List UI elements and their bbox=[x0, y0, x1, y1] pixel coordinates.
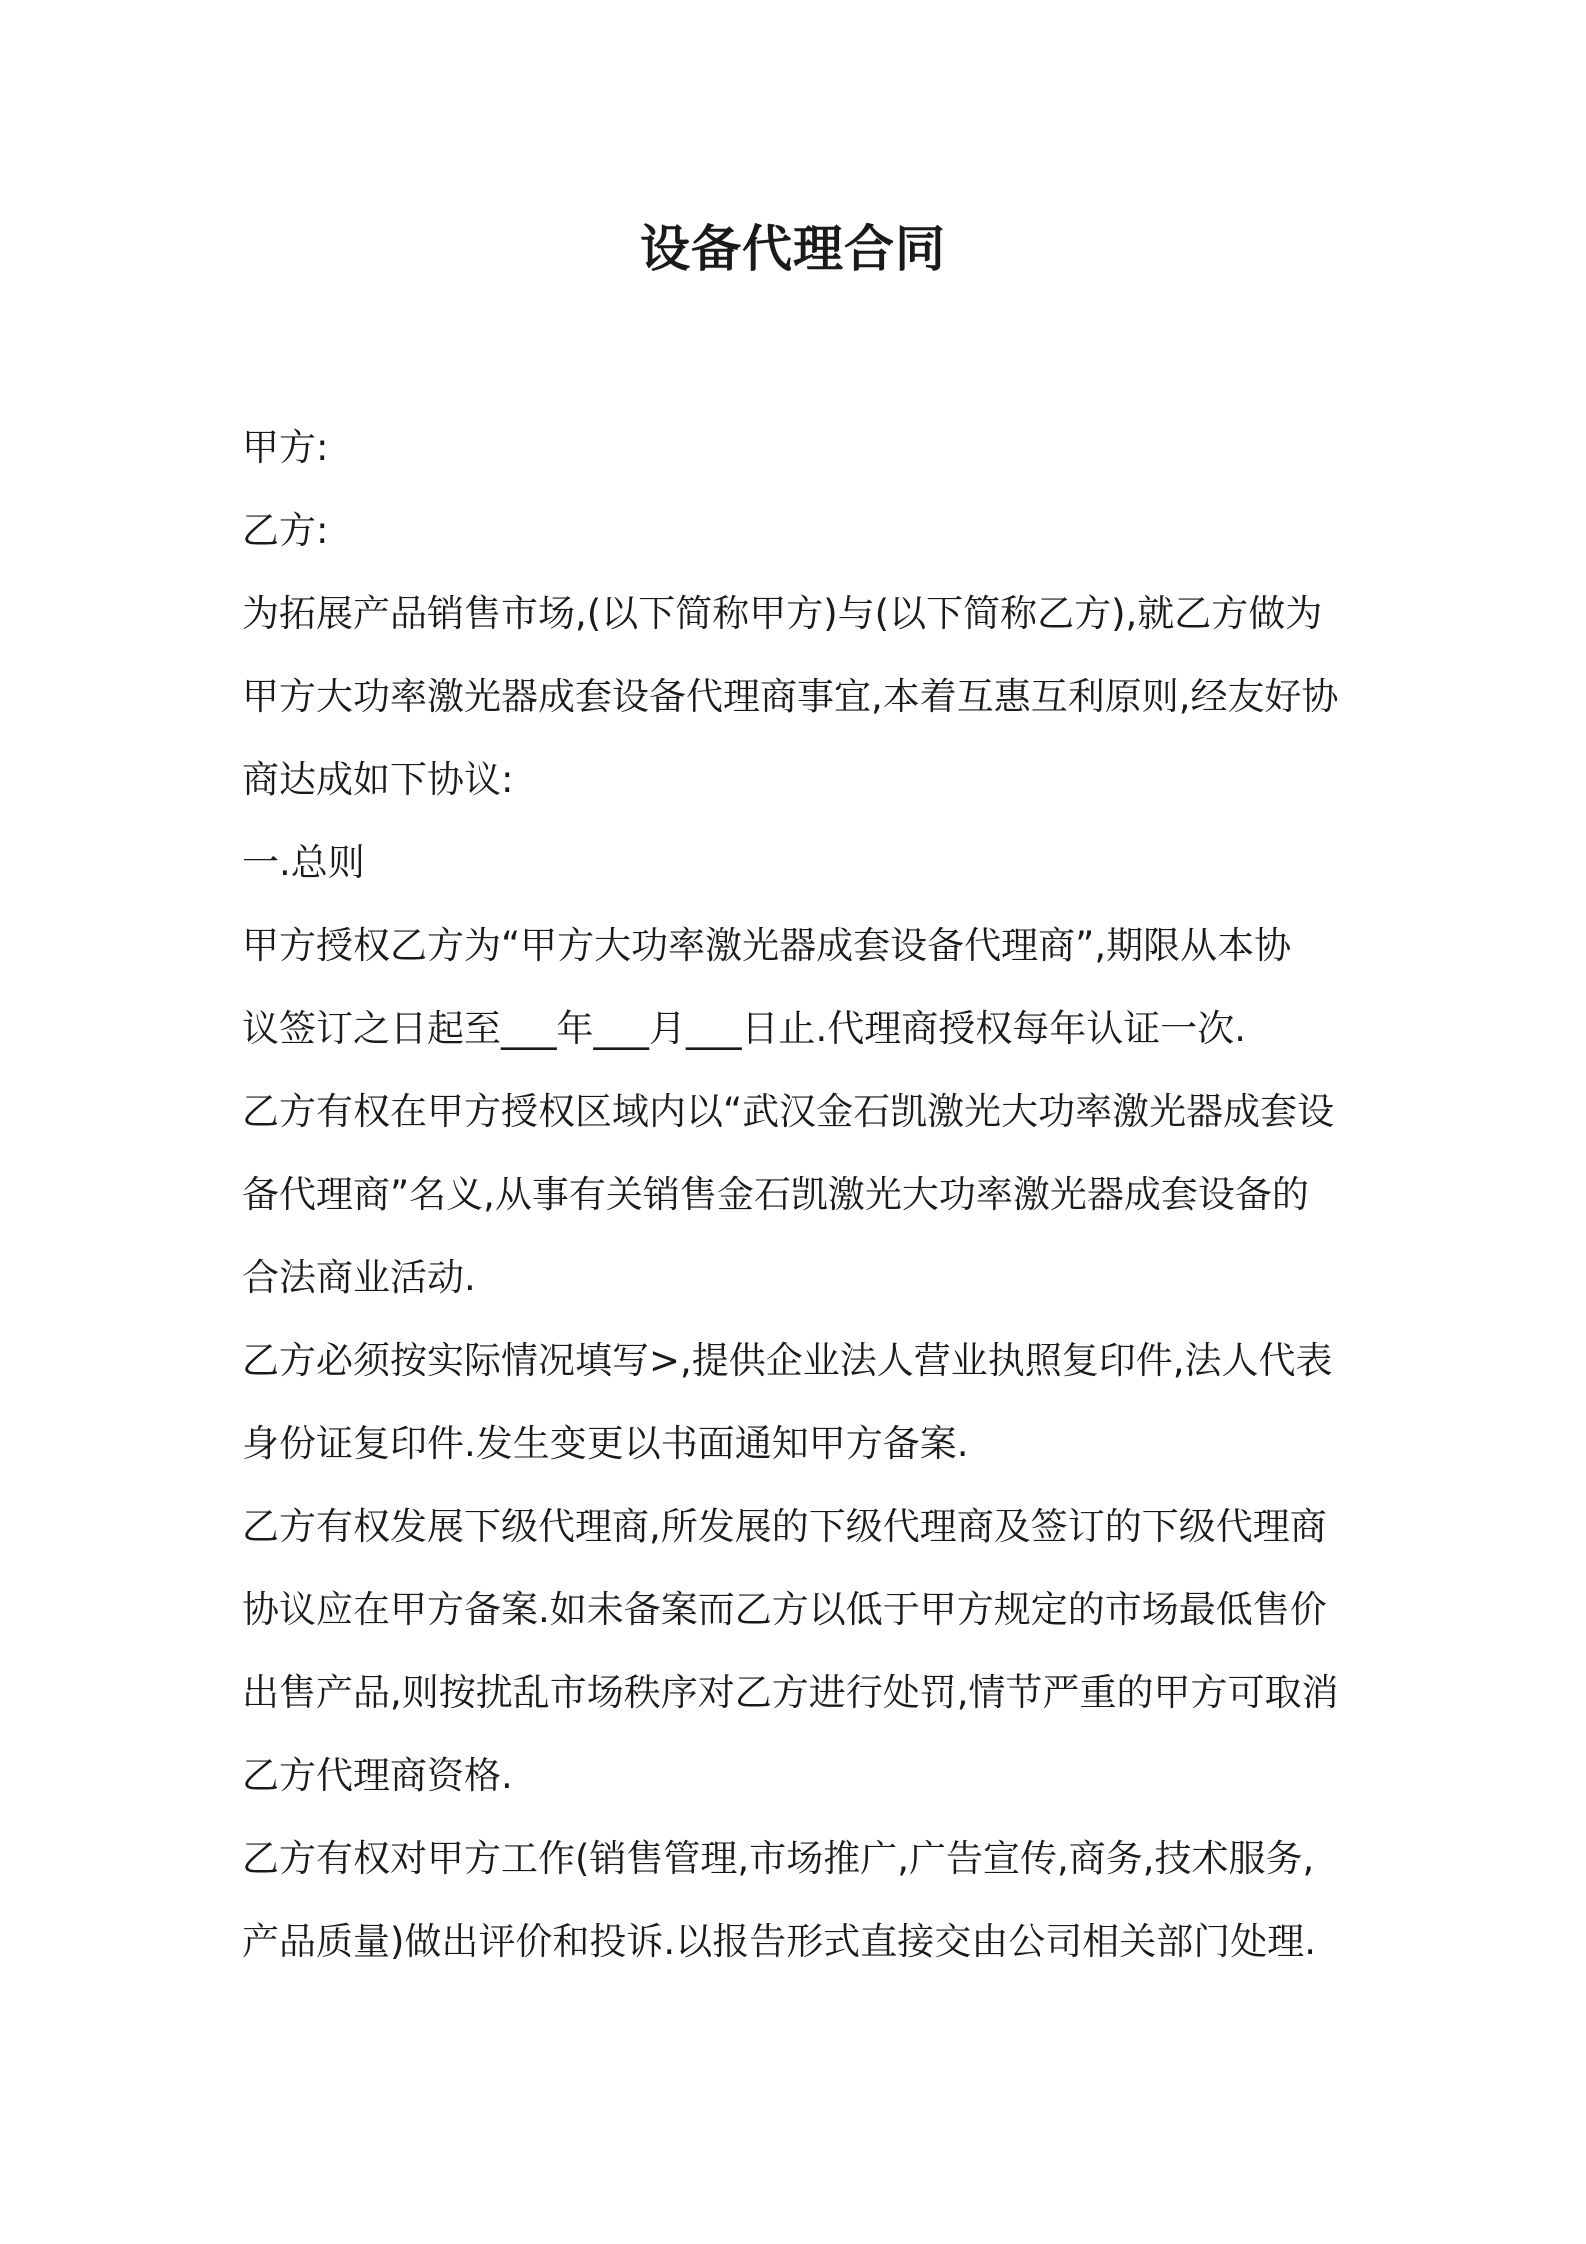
clause-line: 乙方代理商资格. bbox=[242, 1754, 513, 1797]
clause-line: 乙方必须按实际情况填写>,提供企业法人营业执照复印件,法人代表 bbox=[242, 1339, 1333, 1382]
section-heading: 一.总则 bbox=[242, 841, 365, 884]
clause-line: 乙方有权在甲方授权区域内以“武汉金石凯激光大功率激光器成套设 bbox=[242, 1090, 1335, 1133]
clause-line: 乙方有权对甲方工作(销售管理,市场推广,广告宣传,商务,技术服务, bbox=[242, 1837, 1315, 1880]
clause-line: 产品质量)做出评价和投诉.以报告形式直接交由公司相关部门处理. bbox=[242, 1920, 1316, 1963]
clause-line: 乙方有权发展下级代理商,所发展的下级代理商及签订的下级代理商 bbox=[242, 1505, 1327, 1548]
clause-line: 甲方授权乙方为“甲方大功率激光器成套设备代理商”,期限从本协 bbox=[242, 924, 1292, 967]
clause-line: 协议应在甲方备案.如未备案而乙方以低于甲方规定的市场最低售价 bbox=[242, 1588, 1327, 1631]
preamble-line: 甲方大功率激光器成套设备代理商事宜,本着互惠互利原则,经友好协 bbox=[242, 675, 1339, 718]
clause-line: 议签订之日起至___年___月___日止.代理商授权每年认证一次. bbox=[242, 1007, 1247, 1050]
clause-line: 出售产品,则按扰乱市场秩序对乙方进行处罚,情节严重的甲方可取消 bbox=[242, 1671, 1339, 1714]
document-title: 设备代理合同 bbox=[640, 220, 946, 278]
party-a-line: 甲方: bbox=[242, 426, 329, 469]
preamble-line: 商达成如下协议: bbox=[242, 758, 514, 801]
clause-line: 身份证复印件.发生变更以书面通知甲方备案. bbox=[242, 1422, 969, 1465]
clause-line: 合法商业活动. bbox=[242, 1256, 476, 1299]
party-b-line: 乙方: bbox=[242, 509, 329, 552]
preamble-line: 为拓展产品销售市场,(以下简称甲方)与(以下简称乙方),就乙方做为 bbox=[242, 592, 1323, 635]
clause-line: 备代理商”名义,从事有关销售金石凯激光大功率激光器成套设备的 bbox=[242, 1173, 1309, 1216]
document-body bbox=[242, 406, 1362, 1983]
